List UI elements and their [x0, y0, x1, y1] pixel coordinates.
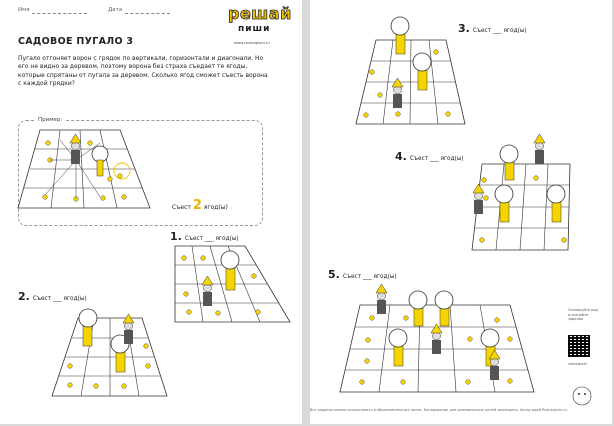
task-1-answer: Съест ___ ягод(ы) — [184, 236, 239, 242]
example-answer-suffix: ягод(ы) — [203, 204, 228, 211]
brand-logo: решай — [228, 4, 292, 23]
promo-text: Сканируйте код и скачайте задания — [568, 308, 598, 321]
page-title: САДОВОЕ ПУГАЛО 3 — [18, 36, 134, 47]
name-label: Имя — [18, 7, 30, 13]
date-label: Дата — [108, 7, 123, 13]
task-3-answer: Съест ___ ягод(ы) — [472, 28, 527, 34]
task-1-number: 1. — [170, 230, 182, 243]
promo-tagline: reshaipishi — [568, 362, 587, 366]
example-answer-prefix: Съест — [172, 204, 191, 211]
task-5-answer: Съест ___ ягод(ы) — [342, 274, 397, 280]
example-answer-value: 2 — [192, 198, 202, 213]
mascot-icon — [310, 0, 612, 424]
task-3-number: 3. — [458, 22, 470, 35]
brand-logo-sub: пиши — [238, 24, 271, 34]
task-2-number: 2. — [18, 290, 30, 303]
footer-note: Все задания можно использовать в образовательных целях. Копирование для коммерческих целей запрещено. Автор идей Reshaipishi.ru — [310, 408, 567, 412]
task-5-number: 5. — [328, 268, 340, 281]
site-url: www.reshaipishi.ru — [234, 40, 270, 45]
left-page — [0, 0, 302, 424]
task-2-answer: Съест ___ ягод(ы) — [32, 296, 87, 302]
task-4-number: 4. — [395, 150, 407, 163]
instructions: Пугало отгоняет ворон с грядок по вертикали, горизонтали и диагонали. Но его не видно за деревом, поэтому ворона без страха съедает те ягоды, которые спрятаны от пугала за деревом. Сколько ягод сможет съесть ворона с каждой грядки? — [18, 55, 268, 87]
task-2-grid — [0, 0, 302, 424]
example-label: Пример: — [38, 117, 63, 123]
right-page — [310, 0, 612, 424]
task-4-answer: Съест ___ ягод(ы) — [409, 156, 464, 162]
